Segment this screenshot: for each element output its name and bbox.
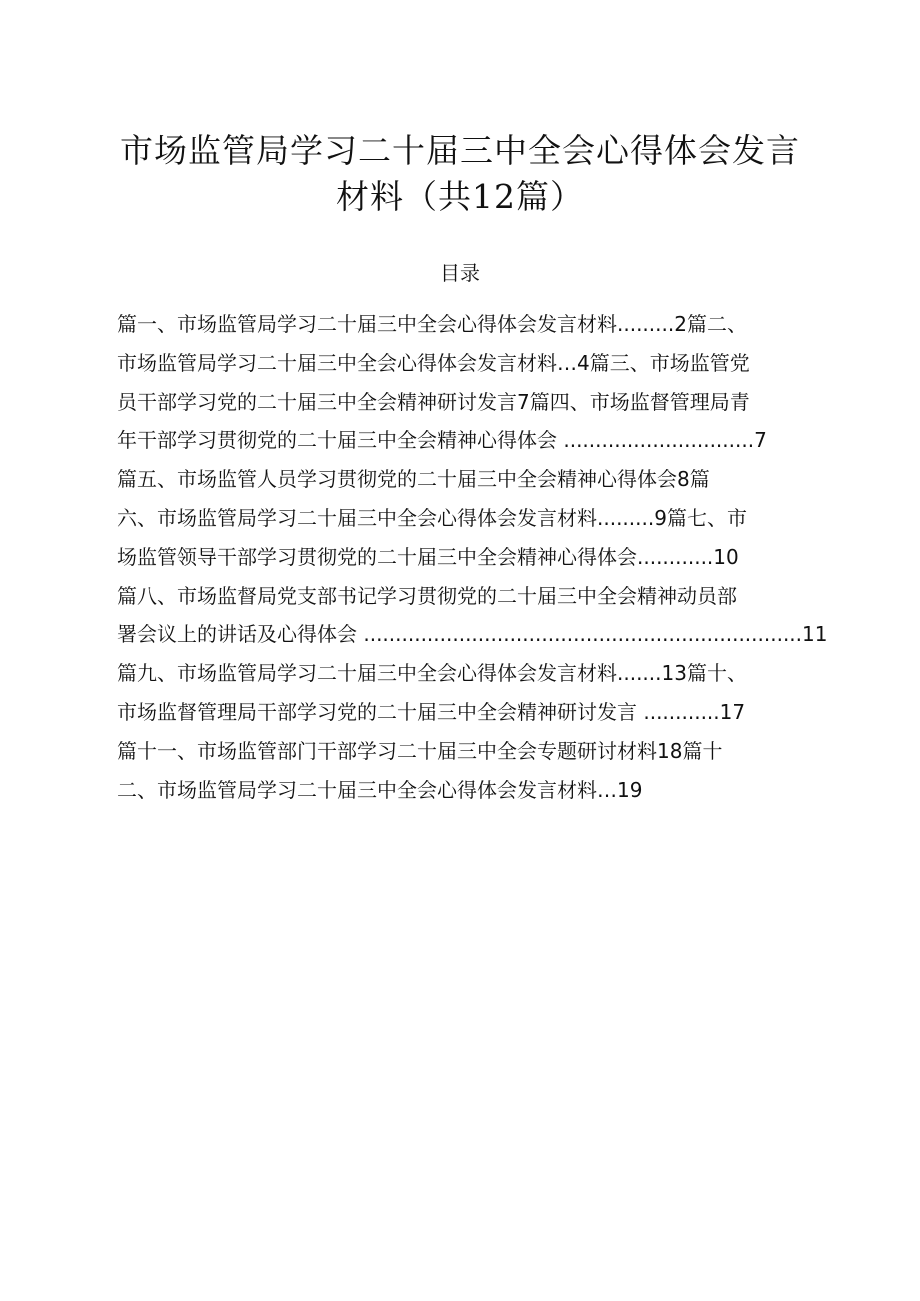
toc-line[interactable]: 篇十一、市场监管部门干部学习二十届三中全会专题研讨材料18篇十: [117, 738, 723, 763]
toc-line[interactable]: 市场监管局学习二十届三中全会心得体会发言材料…4篇三、市场监管党: [117, 350, 750, 375]
document-title-line-2: 材料（共12篇）: [336, 177, 584, 216]
toc-heading: 目录: [440, 261, 480, 285]
toc-line[interactable]: 篇五、市场监管人员学习贯彻党的二十届三中全会精神心得体会8篇: [117, 467, 710, 492]
toc-line[interactable]: 六、市场监管局学习二十届三中全会心得体会发言材料.........9篇七、市: [117, 505, 747, 530]
toc-line[interactable]: 场监管领导干部学习贯彻党的二十届三中全会精神心得体会............10: [117, 544, 739, 569]
toc-line[interactable]: 署会议上的讲话及心得体会 .....................................................................11: [117, 622, 828, 647]
toc-line[interactable]: 篇八、市场监督局党支部书记学习贯彻党的二十届三中全会精神动员部: [117, 583, 737, 608]
toc-line[interactable]: 员干部学习党的二十届三中全会精神研讨发言7篇四、市场监督管理局青: [117, 389, 750, 414]
document-title: [100, 128, 820, 220]
toc-line[interactable]: 二、市场监管局学习二十届三中全会心得体会发言材料…19: [117, 777, 643, 802]
document-title-line-1: 市场监管局学习二十届三中全会心得体会发言: [120, 131, 800, 170]
toc-line[interactable]: 篇九、市场监管局学习二十届三中全会心得体会发言材料.......13篇十、: [117, 661, 747, 686]
toc-line[interactable]: 年干部学习贯彻党的二十届三中全会精神心得体会 ..............................7: [117, 428, 767, 453]
toc-line[interactable]: 市场监督管理局干部学习党的二十届三中全会精神研讨发言 ............17: [117, 699, 746, 724]
toc-line[interactable]: 篇一、市场监管局学习二十届三中全会心得体会发言材料.........2篇二、: [117, 312, 747, 336]
table-of-contents: [117, 305, 837, 809]
